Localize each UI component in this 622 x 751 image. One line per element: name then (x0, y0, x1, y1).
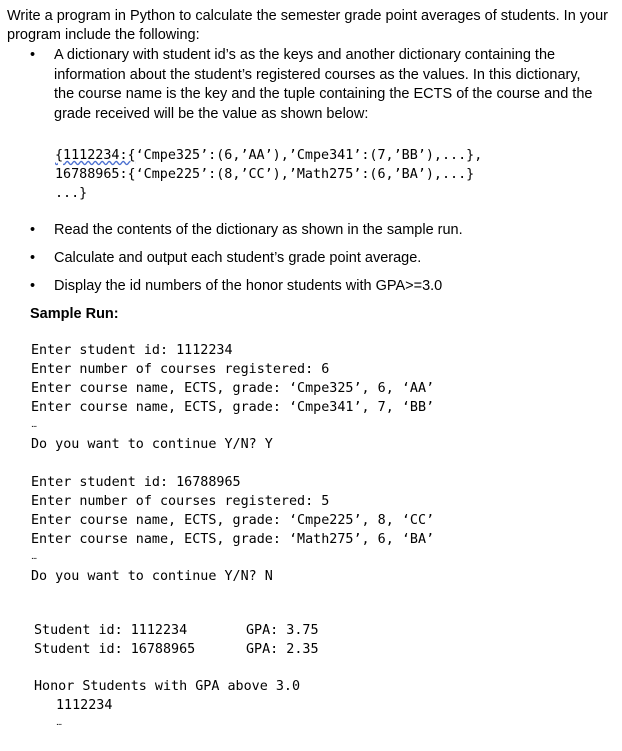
result-gpa-1: GPA: 3.75 (246, 623, 319, 638)
run1-id-line: Enter student id: 1112234 (31, 343, 233, 358)
run2-id-line: Enter student id: 16788965 (31, 475, 241, 490)
bullet-icon: • (30, 222, 36, 238)
intro-paragraph: Write a program in Python to calculate the semester grade point averages of students. In your program include the following: (7, 8, 608, 43)
run1-course-line-1: Enter course name, ECTS, grade: ‘Cmpe325’, 6, ‘AA’ (31, 381, 435, 396)
run1-ellipsis: ... (31, 419, 37, 430)
bullet-icon: • (30, 278, 36, 294)
bullet-text: Display the id numbers of the honor students with GPA>=3.0 (54, 278, 443, 294)
bullet-text: Calculate and output each student’s grade point average. (54, 250, 422, 266)
dict-line-3: ...} (55, 186, 88, 201)
run1-continue-line: Do you want to continue Y/N? Y (31, 437, 273, 452)
honor-id-1: 1112234 (56, 698, 113, 713)
bullet-icon: • (30, 250, 36, 266)
run1-count-line: Enter number of courses registered: 6 (31, 362, 330, 377)
result-gpa-2: GPA: 2.35 (246, 642, 319, 657)
dict-line-1 (55, 146, 482, 165)
dict-line-1-prefix: {1112234:{ (55, 148, 136, 163)
run2-course-line-2: Enter course name, ECTS, grade: ‘Math275’, 6, ‘BA’ (31, 532, 435, 547)
honor-ellipsis: ... (56, 717, 62, 728)
bullet-icon: • (30, 47, 36, 63)
result-student-1: Student id: 1112234 (34, 623, 188, 638)
run2-continue-line: Do you want to continue Y/N? N (31, 569, 273, 584)
bullet-text: Read the contents of the dictionary as shown in the sample run. (54, 222, 463, 238)
result-student-2: Student id: 16788965 (34, 642, 196, 657)
dict-line-1-rest: ‘Cmpe325’:(6,’AA’),’Cmpe341’:(7,’BB’),...}, (135, 148, 483, 163)
sample-run-heading: Sample Run: (30, 306, 119, 322)
run1-course-line-2: Enter course name, ECTS, grade: ‘Cmpe341’, 7, ‘BB’ (31, 400, 435, 415)
run2-count-line: Enter number of courses registered: 5 (31, 494, 330, 509)
dict-line-2: 16788965:{‘Cmpe225’:(8,’CC’),’Math275’:(6,’BA’),...} (55, 167, 475, 182)
run2-course-line-1: Enter course name, ECTS, grade: ‘Cmpe225’, 8, ‘CC’ (31, 513, 435, 528)
honor-heading: Honor Students with GPA above 3.0 (34, 679, 301, 694)
run2-ellipsis: ... (31, 551, 37, 562)
bullet-text: A dictionary with student id’s as the keys and another dictionary containing the information about the student’s registered courses as the values. In this dictionary, the course name is the key and the tuple containing the ECTS of the course and the grade received will be the value as shown below: (54, 47, 593, 122)
